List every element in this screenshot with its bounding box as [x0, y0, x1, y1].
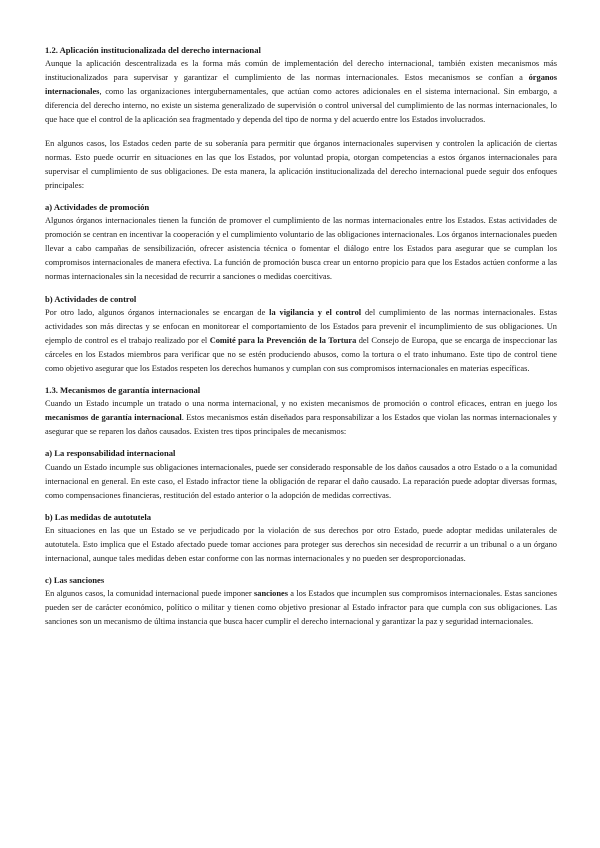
text-run: Cuando un Estado incumple un tratado o una norma internacional, y no existen mecanismos de promoción o control eficaces, entran en juego los [45, 399, 557, 409]
text-run: En algunos casos, la comunidad internacional puede imponer [45, 589, 254, 599]
paragraph [45, 306, 557, 376]
paragraph [45, 587, 557, 629]
text-run: del cumplimiento de las normas internacionales. Estas actividades son más directas y se enfocan en monitorear el comportamiento de los Estados para prevenir el incumplimiento de sus obligaciones. Un ejemplo de control es el trabajo realizado por el [45, 307, 557, 345]
bold-term: la vigilancia y el control [269, 307, 362, 317]
paragraph: Algunos órganos internacionales tienen la función de promover el cumplimiento de las normas internacionales entre los Estados. Estas actividades de promoción se centran en incentivar la cooperación y el cumplimiento voluntario de las obligaciones internacionales. Los órganos internacionales pueden llevar a cabo campañas de sensibilización, ofrecer asistencia técnica o fomentar el diálogo entre los Estados para asegurar que se cumplan los compromisos internacionales de manera efectiva. La función de promoción busca crear un entorno propicio para que los Estados actúen conforme a las normas internacionales sin la necesidad de recurrir a sanciones o medidas coercitivas. [45, 216, 557, 282]
text-run: . Estos mecanismos están diseñados para responsabilizar a los Estados que violan las normas internacionales y asegurar que se reparen los daños causados. Existen tres tipos principales de mecanismos: [45, 413, 557, 437]
paragraph [45, 397, 557, 439]
subsection-heading-responsabilidad: a) La responsabilidad internacional [45, 448, 176, 459]
paragraph: En algunos casos, los Estados ceden parte de su soberanía para permitir que órganos internacionales supervisen y controlen la aplicación de ciertas normas. Esto puede ocurrir en situaciones en las que los Estados, por voluntad propia, otorgan competencias a estos órganos internacionales para supervisar el cumplimiento de sus obligaciones. De esta manera, la aplicación institucionalizada del derecho internacional puede seguir dos enfoques principales: [45, 138, 557, 190]
section-heading-1-3: 1.3. Mecanismos de garantía internacional [45, 385, 201, 396]
text-run: Aunque la aplicación descentralizada es la forma más común de implementación del derecho internacional, también existen mecanismos más institucionalizados para supervisar y garantizar el cumplimiento de las normas internacionales. Estos mecanismos se confían a [45, 59, 557, 83]
section-heading-1-2: 1.2. Aplicación institucionalizada del derecho internacional [45, 45, 261, 55]
paragraph [45, 57, 557, 127]
bold-term: Comité para la Prevención de la Tortura [209, 335, 357, 345]
paragraph: Cuando un Estado incumple sus obligaciones internacionales, puede ser considerado responsable de los daños causados a otro Estado o a la comunidad internacional en general. En este caso, el Estado infractor tiene la obligación de reparar el daño causado. La reparación puede adoptar diversas formas, como compensaciones financieras, restitución del estado anterior o la adopción de medidas correctivas. [45, 462, 557, 500]
text-run: del Consejo de Europa, que se encarga de inspeccionar las cárceles en los Estados miembros para verificar que no se estén produciendo abusos, como la tortura o el trato inhumano. Este tipo de control tiene como objetivo asegurar que los Estados respeten los derechos humanos y cumplan con sus compromisos internacionales en materias específicas. [45, 335, 557, 373]
bold-term: órganos internacionales [45, 73, 557, 97]
subsection-heading-control: b) Actividades de control [45, 293, 137, 304]
text-run: , como las organizaciones intergubernamentales, que actúan como actores adicionales en el sistema internacional. Sin embargo, a diferencia del derecho interno, no existe un sistema generalizado de supervisión o control universal del cumplimiento de las normas internacionales, lo que hace que el control de la aplicación sea fragmentado y dependa del tipo de norma y del acuerdo entre los Estados involucrados. [45, 87, 557, 125]
text-run: a los Estados que incumplen sus compromisos internacionales. Estas sanciones pueden ser de carácter económico, político o militar y tienen como objetivo presionar al Estado infractor para que cumpla con sus obligaciones. Las sanciones son un mecanismo de última instancia que busca hacer cumplir el derecho internacional y garantizar la paz y seguridad internacionales. [45, 589, 557, 627]
bold-term: sanciones [254, 589, 288, 599]
bold-term: mecanismos de garantía internacional [45, 413, 182, 423]
text-run: Por otro lado, algunos órganos internacionales se encargan de [45, 307, 270, 317]
subsection-heading-promocion: a) Actividades de promoción [45, 201, 150, 212]
document-page [45, 43, 557, 630]
paragraph: En situaciones en las que un Estado se ve perjudicado por la violación de sus derechos por otro Estado, puede adoptar medidas unilaterales de autotutela. Esto implica que el Estado afectado puede tomar acciones para proteger sus derechos sin necesidad de recurrir a un tribunal o a un órgano internacional, aunque tales medidas deben estar conforme con las normas internacionales y no pueden ser desproporcionadas. [45, 525, 557, 564]
subsection-heading-autotutela: b) Las medidas de autotutela [45, 511, 151, 522]
subsection-heading-sanciones: c) Las sanciones [45, 575, 105, 586]
